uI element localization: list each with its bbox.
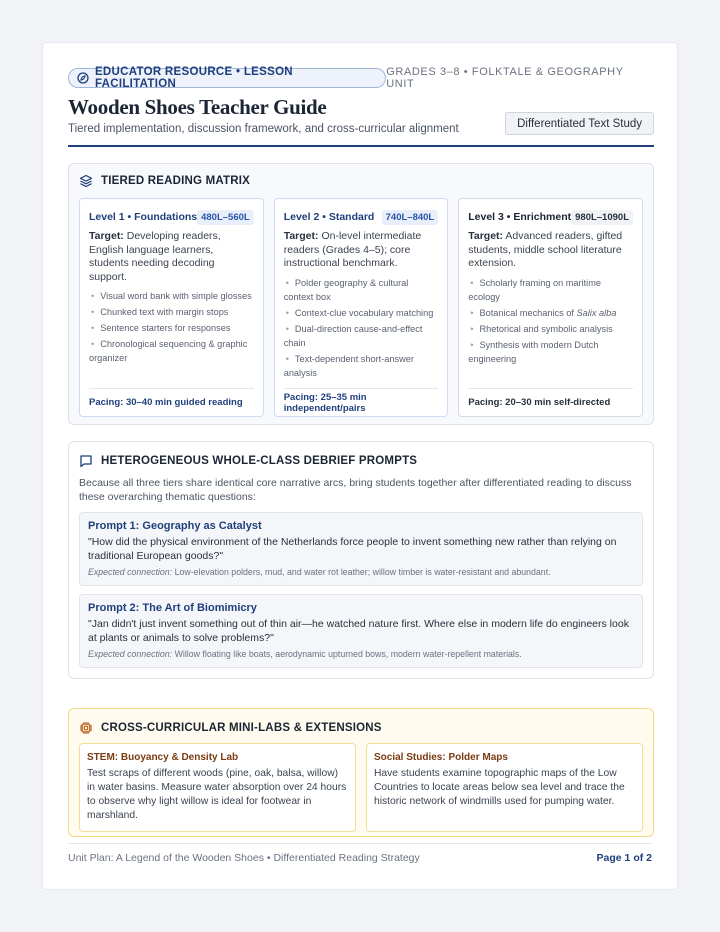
lab-title: Social Studies: Polder Maps	[374, 752, 508, 763]
lab-text: Test scraps of different woods (pine, oak, balsa, willow) in water basins. Measure water absorption over 24 hours to observe why light willow is ideal for footwear in marshland.	[87, 768, 347, 821]
prompt-question: "How did the physical environment of the Netherlands force people to invent something new rather than relying on traditional European goods?"	[88, 536, 617, 562]
list-item: • Text-dependent short-answer analysis	[284, 352, 439, 380]
connection-text: Willow floating like boats, aerodynamic upturned bows, modern water-repellent materials.	[174, 649, 522, 659]
tier-target	[89, 230, 254, 284]
list-item-text: Botanical mechanics of	[479, 307, 574, 318]
page-content	[68, 68, 654, 837]
tier-card-level-2	[274, 198, 449, 417]
prompt-question: "Jan didn't just invent something out of thin air—he watched nature first. Where else in modern life do engineers look at plants or animals to solve problems?"	[88, 618, 629, 644]
matrix-heading	[79, 174, 643, 188]
page-footer	[68, 843, 652, 864]
tier-head	[89, 209, 254, 225]
list-item: • Sentence starters for responses	[89, 321, 254, 335]
tier-name: Level 2 • Standard	[283, 211, 375, 223]
mini-labs-section	[68, 708, 654, 837]
prompt-card	[79, 594, 643, 668]
expected-connection	[88, 566, 634, 579]
matrix-heading-label: TIERED READING MATRIX	[101, 175, 251, 187]
tier-name: Level 3 • Enrichment	[468, 211, 572, 223]
lexile-badge: 740L–840L	[382, 210, 439, 225]
tier-head	[284, 209, 439, 225]
lab-title: STEM: Buoyancy & Density Lab	[87, 752, 239, 763]
labs-heading-label: CROSS-CURRICULAR MINI-LABS & EXTENSIONS	[101, 722, 382, 734]
tier-name: Level 1 • Foundations	[89, 211, 198, 223]
prompt-card	[79, 512, 643, 586]
tier-pacing: Pacing: 25–35 min independent/pairs	[284, 388, 439, 416]
prompt-title: Prompt 1: Geography as Catalyst	[88, 520, 262, 532]
grades-label: GRADES 3–8 • FOLKTALE & GEOGRAPHY UNIT	[386, 66, 624, 90]
target-text: Developing readers, English language learners, students needing decoding support.	[89, 230, 221, 283]
target-text: On-level intermediate readers (Grades 4–5); core instructional benchmark.	[283, 230, 422, 269]
lexile-badge: 980L–1090L	[571, 210, 633, 225]
list-item: • Visual word bank with simple glosses	[89, 289, 254, 303]
tiered-reading-matrix	[68, 163, 654, 425]
tier-card-level-1	[79, 198, 264, 417]
list-item	[468, 306, 633, 320]
page-number: Page 1 of 2	[596, 852, 652, 864]
tier-bullets	[468, 276, 633, 366]
list-item: • Rhetorical and symbolic analysis	[468, 322, 633, 336]
lab-cards	[79, 743, 643, 832]
layers-icon	[79, 174, 93, 188]
tier-head	[468, 209, 633, 225]
footer-unit-plan: Unit Plan: A Legend of the Wooden Shoes • Differentiated Reading Strategy	[68, 852, 420, 864]
connection-label: Expected connection:	[88, 649, 173, 659]
lab-card-stem	[79, 743, 356, 832]
pill-label: EDUCATOR RESOURCE • LESSON FACILITATION	[94, 66, 293, 90]
resource-pill	[68, 68, 386, 88]
lexile-badge: 480L–560L	[197, 210, 254, 225]
text-study-badge: Differentiated Text Study	[505, 112, 654, 135]
header-divider	[68, 145, 654, 147]
connection-text: Low-elevation polders, mud, and water rot leather; willow timber is water-resistant and abundant.	[174, 567, 551, 577]
page-title: Wooden Shoes Teacher Guide	[68, 95, 327, 119]
debrief-intro: Because all three tiers share identical core narrative arcs, bring students together after differentiated reading to discuss these overarching thematic questions:	[79, 477, 632, 503]
target-text: Advanced readers, gifted students, middle school literature extension.	[468, 230, 623, 269]
page-subtitle: Tiered implementation, discussion framework, and cross-curricular alignment	[68, 123, 459, 135]
tier-card-level-3	[458, 198, 643, 417]
prompt-title: Prompt 2: The Art of Biomimicry	[88, 602, 257, 614]
tier-target	[468, 230, 633, 271]
connection-label: Expected connection:	[88, 567, 173, 577]
tier-pacing: Pacing: 30–40 min guided reading	[89, 388, 254, 416]
list-item: • Dual-direction cause-and-effect chain	[284, 322, 439, 350]
tier-bullets	[89, 289, 254, 365]
list-item: • Context-clue vocabulary matching	[284, 306, 439, 320]
lab-text: Have students examine topographic maps of the Low Countries to locate areas below sea level and trace the historic network of windmills used for pumping water.	[374, 768, 625, 807]
target-label: Target:	[89, 230, 124, 242]
header-top	[68, 68, 654, 88]
tier-pacing: Pacing: 20–30 min self-directed	[468, 388, 633, 416]
tier-cards	[79, 198, 643, 417]
tier-bullets	[284, 276, 439, 380]
document-page	[42, 42, 678, 890]
compass-icon	[77, 72, 89, 84]
lab-card-social-studies	[366, 743, 643, 832]
debrief-heading	[79, 454, 643, 468]
list-item: • Polder geography & cultural context box	[284, 276, 439, 304]
species-name: Salix alba	[576, 307, 617, 318]
title-block	[68, 94, 459, 135]
list-item: • Synthesis with modern Dutch engineering	[468, 338, 633, 366]
debrief-heading-label: HETEROGENEOUS WHOLE-CLASS DEBRIEF PROMPTS	[101, 455, 418, 467]
target-label: Target:	[468, 230, 504, 242]
expected-connection	[88, 648, 634, 661]
labs-heading	[79, 721, 643, 735]
title-row	[68, 94, 654, 135]
list-item: • Chunked text with margin stops	[89, 305, 254, 319]
list-item: • Scholarly framing on maritime ecology	[468, 276, 633, 304]
debrief-prompts-section	[68, 441, 654, 679]
list-item: • Chronological sequencing & graphic organizer	[89, 337, 254, 365]
tier-target	[284, 230, 439, 271]
target-label: Target:	[283, 230, 319, 242]
chat-bubble-icon	[79, 454, 93, 468]
cpu-chip-icon	[79, 721, 93, 735]
